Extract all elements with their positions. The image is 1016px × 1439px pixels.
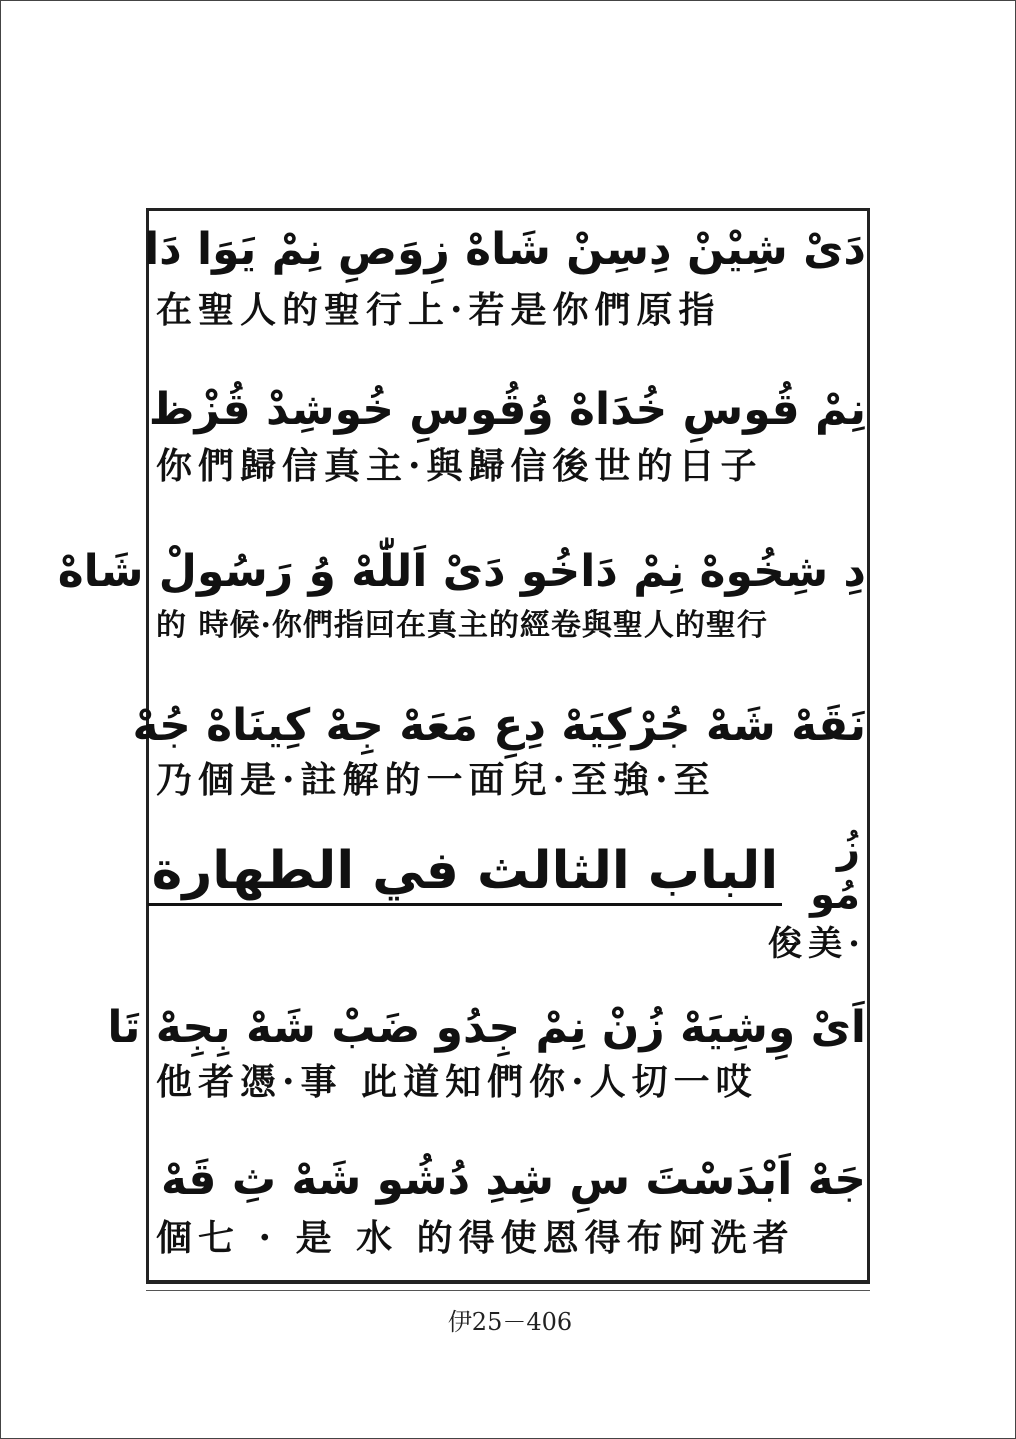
arabic-line-3: دِ شِخُوهْ نِمْ دَاخُو دَىْ اَللّٰهْ وُ رَسُولْ شَاهْ xyxy=(57,546,866,597)
arabic-line-2: نِمْ قُوسِ خُدَاهْ وُقُوسِ خُوشِدْ قُزْظ xyxy=(148,384,866,435)
chapter-heading xyxy=(150,826,866,918)
arabic-line-5: اَىْ وِشِيَهْ زُنْ نِمْ جِدُو ضَبْ شَهْ بِجِهْ تَا xyxy=(107,1002,866,1053)
arabic-line-4: نَقَهْ شَهْ جُرْكِيَهْ دِعِ مَعَهْ جِهْ كِينَاهْ جُهْ xyxy=(132,700,866,751)
heading-lead: زُ مُو xyxy=(810,826,860,918)
chapter-title: الباب الثالث في الطهارة xyxy=(148,839,783,906)
chinese-line-3: 的 時候·你們指回在真主的經卷與聖人的聖行 xyxy=(156,608,768,643)
chinese-line-2: 你們歸信真主·與歸信後世的日子 xyxy=(156,445,763,487)
heading-note: 俊美· xyxy=(768,924,866,964)
page-number: 伊25－406 xyxy=(447,1308,573,1336)
chinese-line-5: 他者憑·事 此道知們你·人切一哎 xyxy=(156,1061,758,1103)
frame-rule xyxy=(146,1290,870,1291)
chinese-line-1: 在聖人的聖行上·若是你們原指 xyxy=(156,289,721,331)
arabic-line-6: جَهْ اَبْدَسْتَ سِ شِدِ دُشُو شَهْ ثِ قَهْ xyxy=(161,1154,866,1205)
arabic-line-1: دَىْ شِيْنْ دِسِنْ شَاهْ زِوَصِ نِمْ يَوَا دَا xyxy=(144,224,866,275)
chinese-line-4: 乃個是·註解的一面兒·至強·至 xyxy=(156,759,716,801)
chinese-line-6: 個七 · 是 水 的得使恩得布阿洗者 xyxy=(156,1217,795,1259)
